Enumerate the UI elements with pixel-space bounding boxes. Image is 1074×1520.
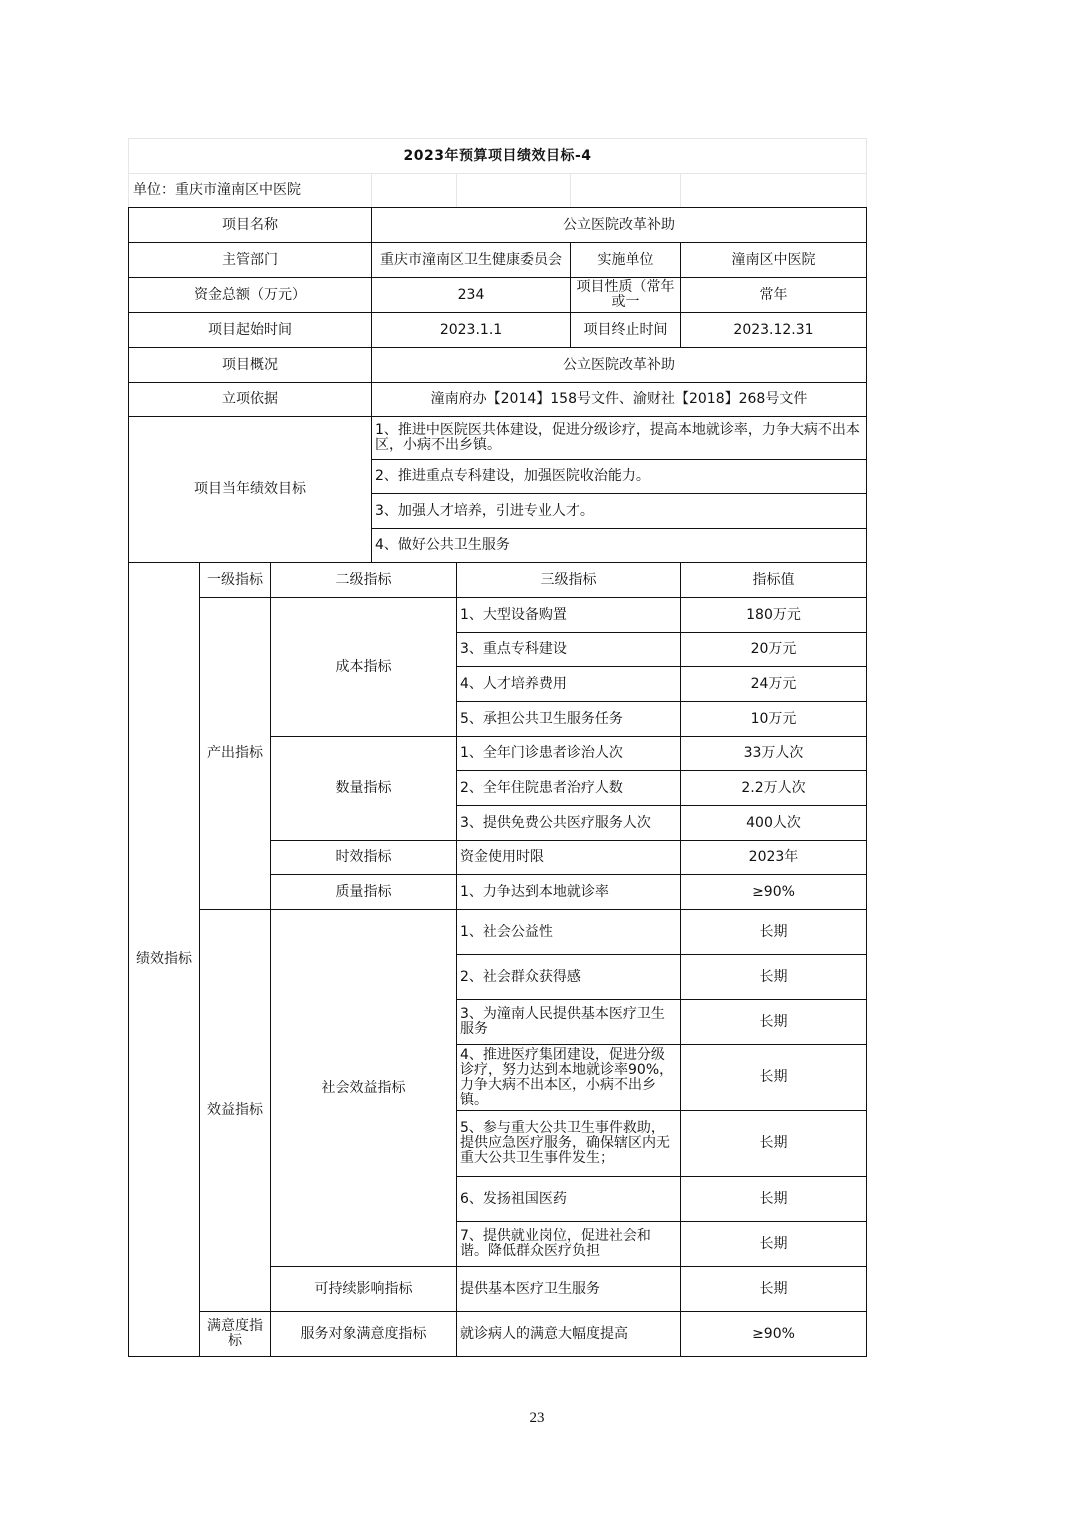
project-name: 公立医院改革补助 — [372, 208, 867, 243]
dept-label: 主管部门 — [129, 243, 372, 278]
social-item-name: 1、社会公益性 — [457, 910, 681, 955]
social-item-name: 6、发扬祖国医药 — [457, 1177, 681, 1222]
goal-2: 2、推进重点专科建设，加强医院收治能力。 — [372, 460, 867, 494]
goal-3: 3、加强人才培养，引进专业人才。 — [372, 494, 867, 529]
social-item-value: 长期 — [681, 910, 867, 955]
end-value: 2023.12.31 — [681, 313, 867, 348]
goal-1: 1、推进中医院医共体建设，促进分级诊疗，提高本地就诊率，力争大病不出本区，小病不出乡镇。 — [372, 417, 867, 460]
document-title: 2023年预算项目绩效目标-4 — [129, 139, 867, 174]
service-item-value: ≥90% — [681, 1312, 867, 1357]
header-value: 指标值 — [681, 563, 867, 598]
basis-value: 潼南府办【2014】158号文件、渝财社【2018】268号文件 — [372, 383, 867, 417]
start-label: 项目起始时间 — [129, 313, 372, 348]
level2-service: 服务对象满意度指标 — [271, 1312, 457, 1357]
social-item-value: 长期 — [681, 955, 867, 1000]
social-item-name: 7、提供就业岗位，促进社会和谐。降低群众医疗负担 — [457, 1222, 681, 1267]
end-label: 项目终止时间 — [571, 313, 681, 348]
cost-item-name: 5、承担公共卫生服务任务 — [457, 702, 681, 737]
level1-benefit: 效益指标 — [200, 910, 271, 1312]
quality-item-value: ≥90% — [681, 875, 867, 910]
time-item-name: 资金使用时限 — [457, 841, 681, 875]
cost-item-value: 180万元 — [681, 598, 867, 633]
dept-value: 重庆市潼南区卫生健康委员会 — [372, 243, 571, 278]
overview-label: 项目概况 — [129, 348, 372, 383]
sustain-item-value: 长期 — [681, 1267, 867, 1312]
cost-item-value: 20万元 — [681, 633, 867, 667]
goal-4: 4、做好公共卫生服务 — [372, 529, 867, 563]
cost-item-value: 24万元 — [681, 667, 867, 702]
basis-label: 立项依据 — [129, 383, 372, 417]
social-item-value: 长期 — [681, 1222, 867, 1267]
social-item-name: 5、参与重大公共卫生事件救助，提供应急医疗服务，确保辖区内无重大公共卫生事件发生； — [457, 1111, 681, 1177]
level1-output: 产出指标 — [200, 598, 271, 910]
level1-satisfaction: 满意度指标 — [200, 1312, 271, 1357]
quantity-item-name: 1、全年门诊患者诊治人次 — [457, 737, 681, 771]
cost-item-value: 10万元 — [681, 702, 867, 737]
header-level3: 三级指标 — [457, 563, 681, 598]
social-item-name: 2、社会群众获得感 — [457, 955, 681, 1000]
funds-value: 234 — [372, 278, 571, 313]
cost-item-name: 4、人才培养费用 — [457, 667, 681, 702]
quality-item-name: 1、力争达到本地就诊率 — [457, 875, 681, 910]
funds-label: 资金总额（万元） — [129, 278, 372, 313]
social-item-name: 3、为潼南人民提供基本医疗卫生服务 — [457, 1000, 681, 1045]
time-item-value: 2023年 — [681, 841, 867, 875]
indicators-root-label: 绩效指标 — [129, 563, 200, 1357]
impl-label: 实施单位 — [571, 243, 681, 278]
level2-quality: 质量指标 — [271, 875, 457, 910]
social-item-value: 长期 — [681, 1045, 867, 1111]
header-level2: 二级指标 — [271, 563, 457, 598]
impl-value: 潼南区中医院 — [681, 243, 867, 278]
nature-value: 常年 — [681, 278, 867, 313]
header-level1: 一级指标 — [200, 563, 271, 598]
performance-table — [128, 207, 867, 1357]
level2-sustain: 可持续影响指标 — [271, 1267, 457, 1312]
page-number: 23 — [529, 1410, 545, 1426]
project-name-label: 项目名称 — [129, 208, 372, 243]
quantity-item-value: 33万人次 — [681, 737, 867, 771]
cost-item-name: 3、重点专科建设 — [457, 633, 681, 667]
quantity-item-name: 2、全年住院患者治疗人数 — [457, 771, 681, 806]
social-item-value: 长期 — [681, 1111, 867, 1177]
social-item-value: 长期 — [681, 1000, 867, 1045]
level2-time: 时效指标 — [271, 841, 457, 875]
social-item-name: 4、推进医疗集团建设，促进分级诊疗，努力达到本地就诊率90%，力争大病不出本区，小病不出乡镇。 — [457, 1045, 681, 1111]
social-item-value: 长期 — [681, 1177, 867, 1222]
cost-item-name: 1、大型设备购置 — [457, 598, 681, 633]
start-value: 2023.1.1 — [372, 313, 571, 348]
quantity-item-value: 400人次 — [681, 806, 867, 841]
service-item-name: 就诊病人的满意大幅度提高 — [457, 1312, 681, 1357]
overview-value: 公立医院改革补助 — [372, 348, 867, 383]
unit-label: 单位：重庆市潼南区中医院 — [129, 174, 372, 208]
level2-social: 社会效益指标 — [271, 910, 457, 1267]
level2-quantity: 数量指标 — [271, 737, 457, 841]
sustain-item-name: 提供基本医疗卫生服务 — [457, 1267, 681, 1312]
header-table — [128, 138, 867, 208]
level2-cost: 成本指标 — [271, 598, 457, 737]
nature-label: 项目性质（常年或一 — [571, 278, 681, 313]
goals-label: 项目当年绩效目标 — [129, 417, 372, 563]
quantity-item-name: 3、提供免费公共医疗服务人次 — [457, 806, 681, 841]
quantity-item-value: 2.2万人次 — [681, 771, 867, 806]
